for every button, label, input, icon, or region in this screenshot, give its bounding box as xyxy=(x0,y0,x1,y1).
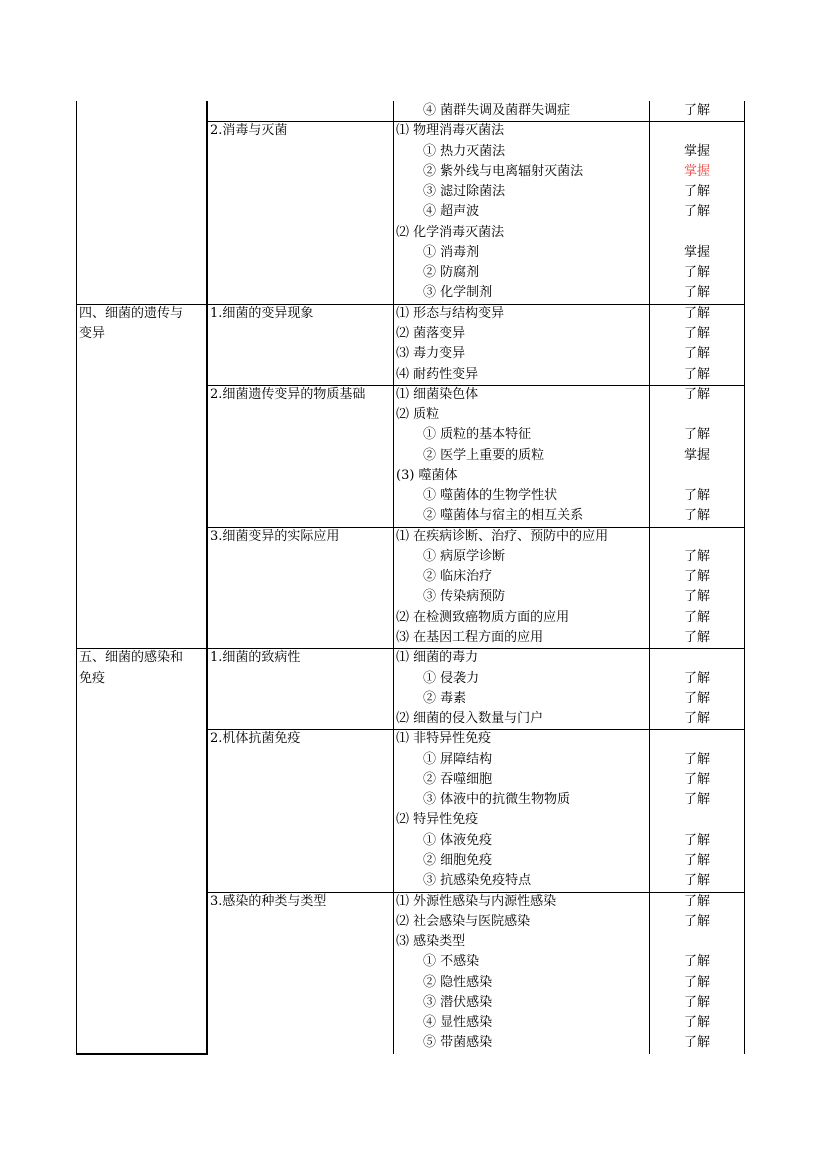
topic-item: ① 病原学诊断 xyxy=(423,548,506,564)
column-border xyxy=(206,101,208,1054)
topic-item: ③ 传染病预防 xyxy=(423,589,506,605)
requirement-level: 了解 xyxy=(684,508,711,524)
topic-item: ⑴ 外源性感染与内源性感染 xyxy=(396,893,557,909)
topic-item: ② 吞噬细胞 xyxy=(423,771,493,787)
topic-item: ⑴ 在疾病诊断、治疗、预防中的应用 xyxy=(396,528,609,544)
requirement-level: 了解 xyxy=(684,609,711,625)
requirement-level: 了解 xyxy=(684,711,711,727)
requirement-level: 了解 xyxy=(684,670,711,686)
topic-item: ② 噬菌体与宿主的相互关系 xyxy=(423,508,584,524)
requirement-level: 了解 xyxy=(684,832,711,848)
topic-item: ③ 化学制剂 xyxy=(423,285,493,301)
section-title: 免疫 xyxy=(79,670,106,686)
column-border xyxy=(393,101,394,1054)
topic-item: ⑵ 质粒 xyxy=(396,407,440,423)
topic-item: ② 防腐剂 xyxy=(423,265,480,281)
requirement-level: 了解 xyxy=(684,184,711,200)
topic-item: ② 临床治疗 xyxy=(423,569,493,585)
requirement-level: 了解 xyxy=(684,751,711,767)
column-border xyxy=(744,101,745,1054)
row-divider xyxy=(206,527,745,528)
topic-item: ⑤ 带菌感染 xyxy=(423,1035,493,1051)
topic-item: ③ 潜伏感染 xyxy=(423,994,493,1010)
requirement-level: 掌握 xyxy=(684,143,711,159)
topic-item: ① 热力灭菌法 xyxy=(423,143,506,159)
requirement-level: 了解 xyxy=(684,386,711,402)
requirement-level: 了解 xyxy=(684,103,711,118)
topic-item: ② 隐性感染 xyxy=(423,974,493,990)
requirement-level: 了解 xyxy=(684,265,711,281)
topic-item: ① 屏障结构 xyxy=(423,751,493,767)
requirement-level: 了解 xyxy=(684,954,711,970)
table-bottom-border xyxy=(76,1053,208,1055)
topic-item: ④ 超声波 xyxy=(423,204,480,220)
requirement-level: 了解 xyxy=(684,913,711,929)
requirement-level: 了解 xyxy=(684,548,711,564)
topic-item: ⑴ 非特异性免疫 xyxy=(396,731,492,747)
requirement-level: 了解 xyxy=(684,589,711,605)
requirement-level: 了解 xyxy=(684,488,711,504)
requirement-level: 了解 xyxy=(684,893,711,909)
row-divider xyxy=(206,892,745,893)
topic-item: ⑵ 在检测致癌物质方面的应用 xyxy=(396,609,570,625)
topic-item: ⑵ 特异性免疫 xyxy=(396,812,479,828)
requirement-level: 了解 xyxy=(684,325,711,341)
requirement-level: 了解 xyxy=(684,792,711,808)
topic-item: ⑷ 耐药性变异 xyxy=(396,366,479,382)
topic-item: ⑵ 社会感染与医院感染 xyxy=(396,913,531,929)
section-title: 四、细菌的遗传与 xyxy=(79,305,184,321)
subsection-title: 2.细菌遗传变异的物质基础 xyxy=(210,386,366,402)
topic-item: ④ 显性感染 xyxy=(423,1015,493,1031)
topic-item: ① 消毒剂 xyxy=(423,244,480,260)
requirement-level: 了解 xyxy=(684,305,711,321)
topic-item: ③ 抗感染免疫特点 xyxy=(423,873,532,889)
topic-item: ② 医学上重要的质粒 xyxy=(423,447,545,463)
topic-item: ⑵ 化学消毒灭菌法 xyxy=(396,224,505,240)
topic-item: ① 体液免疫 xyxy=(423,832,493,848)
row-divider xyxy=(206,121,745,122)
topic-item: ⑴ 细菌染色体 xyxy=(396,386,479,402)
topic-item: ⑴ 物理消毒灭菌法 xyxy=(396,123,505,139)
topic-item: ⑴ 细菌的毒力 xyxy=(396,650,479,666)
topic-item: ① 质粒的基本特征 xyxy=(423,427,532,443)
column-border xyxy=(649,101,650,1054)
subsection-title: 2.机体抗菌免疫 xyxy=(210,731,301,747)
topic-item: ⑶ 毒力变异 xyxy=(396,346,466,362)
subsection-title: 1.细菌的致病性 xyxy=(210,650,301,666)
requirement-level: 了解 xyxy=(684,285,711,301)
requirement-level: 了解 xyxy=(684,427,711,443)
section-divider xyxy=(76,304,745,305)
requirement-level: 了解 xyxy=(684,1015,711,1031)
requirement-level: 了解 xyxy=(684,366,711,382)
topic-item: ② 细胞免疫 xyxy=(423,852,493,868)
requirement-level: 了解 xyxy=(684,630,711,646)
requirement-level: 掌握 xyxy=(684,244,711,260)
requirement-level: 了解 xyxy=(684,346,711,362)
row-divider xyxy=(206,729,745,730)
topic-item: (3) 噬菌体 xyxy=(396,467,458,483)
subsection-title: 1.细菌的变异现象 xyxy=(210,305,314,321)
requirement-level: 了解 xyxy=(684,569,711,585)
section-title: 五、细菌的感染和 xyxy=(79,650,184,666)
subsection-title: 3.感染的种类与类型 xyxy=(210,893,327,909)
requirement-level: 掌握 xyxy=(684,163,711,179)
topic-item: ① 侵袭力 xyxy=(423,670,480,686)
section-title: 变异 xyxy=(79,325,106,341)
topic-item: ② 紫外线与电离辐射灭菌法 xyxy=(423,163,584,179)
subsection-title: 3.细菌变异的实际应用 xyxy=(210,528,340,544)
topic-item: ③ 滤过除菌法 xyxy=(423,184,506,200)
requirement-level: 了解 xyxy=(684,974,711,990)
requirement-level: 了解 xyxy=(684,771,711,787)
topic-item: ⑴ 形态与结构变异 xyxy=(396,305,505,321)
topic-item: ③ 体液中的抗微生物物质 xyxy=(423,792,571,808)
topic-item: ② 毒素 xyxy=(423,690,467,706)
topic-item: ① 噬菌体的生物学性状 xyxy=(423,488,558,504)
topic-item: ④ 菌群失调及菌群失调症 xyxy=(423,103,571,118)
topic-item: ⑵ 细菌的侵入数量与门户 xyxy=(396,711,544,727)
requirement-level: 了解 xyxy=(684,1035,711,1051)
column-border xyxy=(76,101,77,1054)
topic-item: ⑶ 感染类型 xyxy=(396,934,466,950)
topic-item: ⑶ 在基因工程方面的应用 xyxy=(396,630,544,646)
topic-item: ⑵ 菌落变异 xyxy=(396,325,466,341)
requirement-level: 了解 xyxy=(684,873,711,889)
requirement-level: 了解 xyxy=(684,690,711,706)
requirement-level: 了解 xyxy=(684,204,711,220)
row-divider xyxy=(206,385,745,386)
requirement-level: 了解 xyxy=(684,852,711,868)
subsection-title: 2.消毒与灭菌 xyxy=(210,123,288,139)
topic-item: ① 不感染 xyxy=(423,954,480,970)
requirement-level: 掌握 xyxy=(684,447,711,463)
requirement-level: 了解 xyxy=(684,994,711,1010)
section-divider xyxy=(76,648,745,649)
